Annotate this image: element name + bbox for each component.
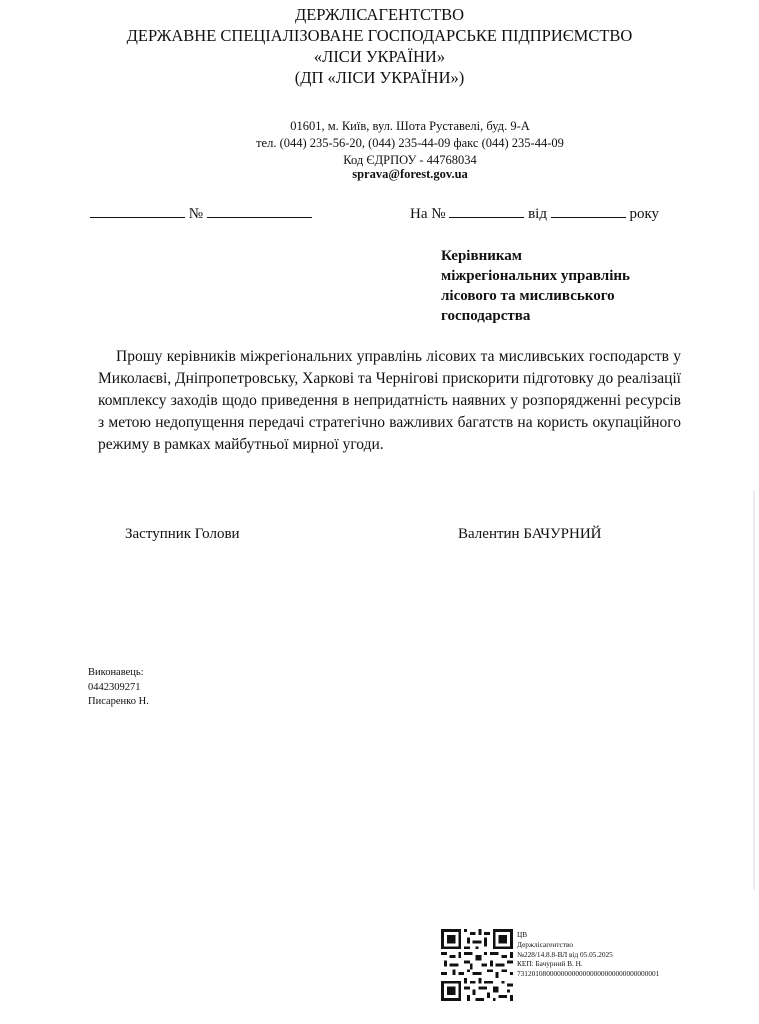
number-blank [207,203,312,218]
address-edrpou: Код ЄДРПОУ - 44768034 [343,153,477,167]
stamp-details [517,930,659,979]
agency-name: ДЕРЖЛІСАГЕНТСТВО [294,5,465,24]
recipient-line: міжрегіональних управлінь [441,268,630,284]
qr-code-icon [441,929,513,1001]
stamp-line: ЦВ [517,930,528,939]
stamp-line: 731201080000000000000000000000000000001 [517,969,660,979]
stamp-line: №228/14.8.8-ВЛ від 05.05.2025 [517,949,613,959]
year-label: року [629,206,660,222]
e-signature-stamp [441,929,731,1003]
executor-label: Виконавець: [88,667,144,678]
signatory-name: Валентин БАЧУРНИЙ [458,526,602,542]
date-blank [90,203,185,218]
signatory-position: Заступник Голови [125,526,240,542]
reference-date-blank [551,203,626,218]
recipient-block [441,246,630,326]
address-street: 01601, м. Київ, вул. Шота Руставелі, буд. 9-А [290,119,530,133]
address-phones: тел. (044) 235-56-20, (044) 235-44-09 факс (044) 235-44-09 [256,136,564,150]
recipient-line: Керівникам [441,248,522,264]
reference-number-blank [449,203,524,218]
executor-phone: 0442309271 [88,681,141,693]
executor-block [88,666,149,710]
stamp-line: Держлісагентство [517,939,574,949]
from-label: від [528,206,547,222]
executor-name: Писаренко Н. [88,696,149,707]
address-email: sprava@forest.gov.ua [352,167,468,181]
letter-body: Прошу керівників міжрегіональних управлінь лісових та мисливських господарств у Миколаєві, Дніпропетровську, Харкові та Чернігові прискорити підготовку до реалізації комплексу заходів щодо приведення в непридатність наявних у розпорядженні ресурсів з метою недопущення передачі стратегічно важливих багатств на користь окупаційного режиму в рамках майбутньої мирної угоди. [98,348,681,453]
recipient-line: лісового та мисливського [441,288,615,304]
reference-label: На № [410,206,446,222]
page-edge-shadow [753,490,755,890]
recipient-line: господарства [441,308,531,324]
number-sign: № [188,206,204,222]
enterprise-short-name: (ДП «ЛІСИ УКРАЇНИ») [294,68,465,87]
stamp-line: КЕП: Бачурний В. Н. [517,959,583,969]
reference-line [410,203,659,223]
outgoing-number-line [90,203,312,223]
enterprise-brand: «ЛІСИ УКРАЇНИ» [313,47,446,66]
enterprise-full-name: ДЕРЖАВНЕ СПЕЦІАЛІЗОВАНЕ ГОСПОДАРСЬКЕ ПІДПРИЄМСТВО [126,26,633,45]
